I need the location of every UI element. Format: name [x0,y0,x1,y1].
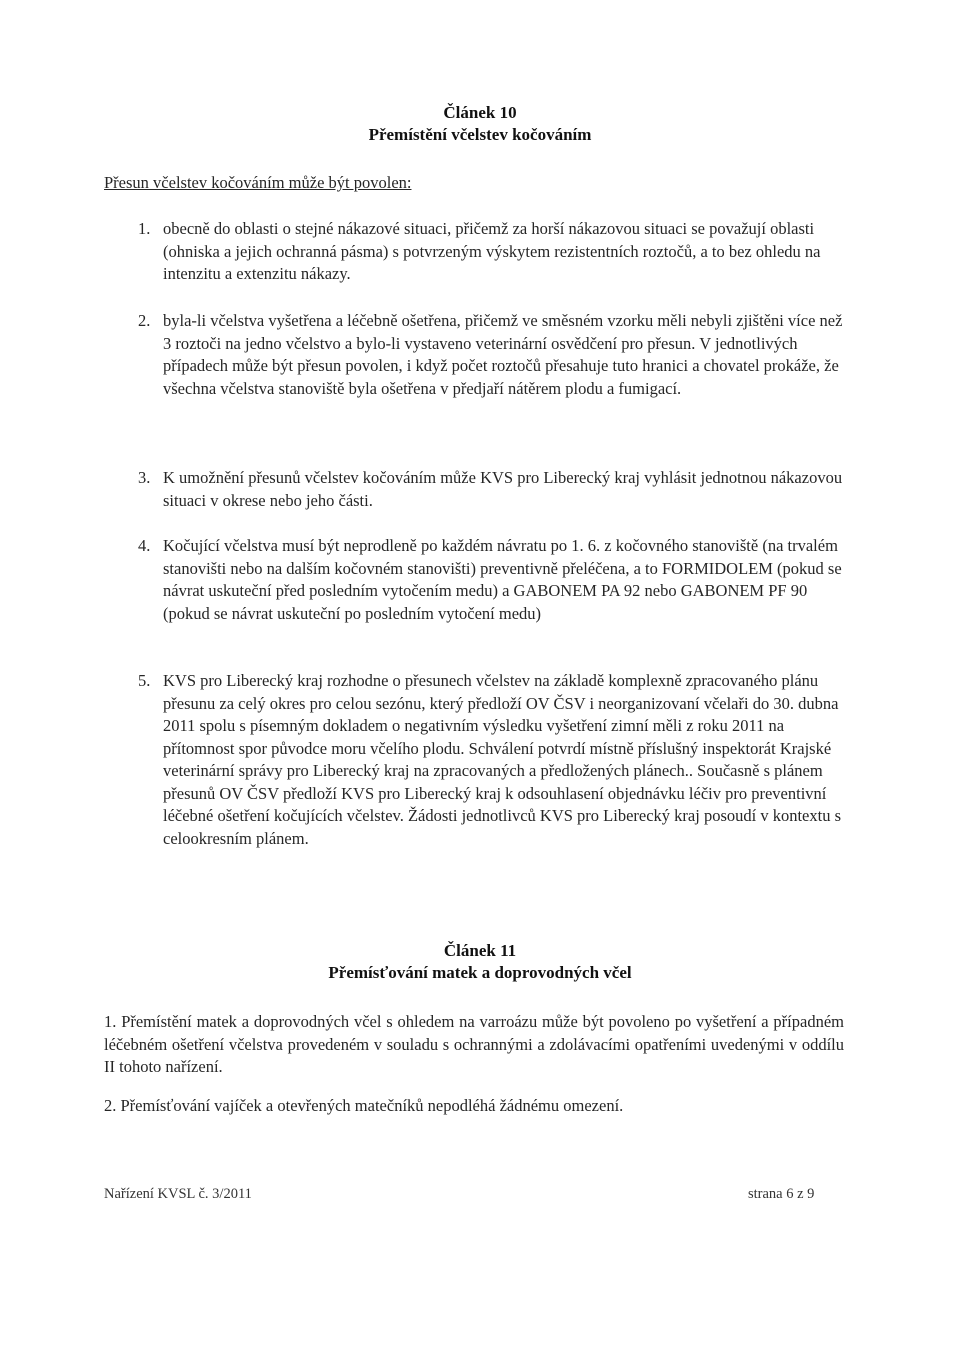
item-2-number: 2. [138,311,151,330]
item-3-text: K umožnění přesunů včelstev kočováním může KVS pro Liberecký kraj vyhlásit jednotnou nákazovou situaci v okrese nebo jeho části. [163,468,843,510]
article-11-title: Přemísťování matek a doprovodných včel [328,963,632,982]
item-4-number: 4. [138,536,151,555]
article-10-intro: Přesun včelstev kočováním může být povolen: [104,173,412,192]
article-10-number: Článek 10 [443,103,517,122]
item-4-text: Kočující včelstva musí být neprodleně po každém návratu po 1. 6. z kočovného stanoviště (na trvalém stanovišti nebo na dalším kočovném stanovišti) preventivně přeléčena, a to FORMIDOLEM (pokud se návrat uskuteční před posledním vytočením medu) a GABONEM PA 92 nebo GABONEM PF 90 (pokud se návrat uskuteční po posledním vytočení medu) [163,536,842,623]
item-1-number: 1. [138,219,151,238]
item-5-number: 5. [138,671,151,690]
item-1-text: obecně do oblasti o stejné nákazové situaci, přičemž za horší nákazovou situaci se považují oblasti (ohniska a jejich ochranná pásma) s potvrzeným výskytem rezistentních roztočů, a to bez ohledu na intenzitu a extenzitu nákazy. [163,219,821,283]
article-11-paragraph-1: 1. Přemístění matek a doprovodných včel s ohledem na varroázu může být povoleno po vyšetření a případném léčebném ošetření včelstva provedeném v souladu s ochrannými a zdolávacími opatřeními uvedenými v oddílu II tohoto nařízení. [104,1012,844,1076]
article-11-number: Článek 11 [443,941,517,960]
footer-page-number: strana 6 z 9 [748,1186,815,1202]
article-10-title: Přemístění včelstev kočováním [368,125,592,144]
item-3-number: 3. [138,468,151,487]
footer-regulation-id: Nařízení KVSL č. 3/2011 [104,1186,252,1202]
item-5-text: KVS pro Liberecký kraj rozhodne o přesunech včelstev na základě komplexně zpracovaného plánu přesunu za celý okres pro celou sezónu, který předloží OV ČSV i neorganizovaní včelaři do 30. dubna 2011 spolu s písemným dokladem o negativním výsledku vyšetření zimní měli z roku 2011 na přítomnost spor původce moru včelího plodu. Schválení potvrdí místně příslušný inspektorát Krajské veterinární správy pro Liberecký kraj na zpracovaných a předložených plánech.. Současně s plánem přesunů OV ČSV předloží KVS pro Liberecký kraj k odsouhlasení objednávku léčiv pro preventivní léčebné ošetření kočujících včelstev. Žádosti jednotlivců KVS pro Liberecký kraj posoudí v kontextu s celookresním plánem. [163,671,841,848]
item-2-text: byla-li včelstva vyšetřena a léčebně ošetřena, přičemž ve směsném vzorku měli nebyli zjištěni více než 3 roztoči na jedno včelstvo a bylo-li vystaveno veterinární osvědčení pro přesun. V jednotlivých případech může být přesun povolen, i když počet roztočů přesahuje tuto hranici a chovatel prokáže, že všechna včelstva stanoviště byla ošetřena v předjaří nátěrem plodu a fumigací. [163,311,843,398]
article-11-paragraph-2: 2. Přemísťování vajíček a otevřených matečníků nepodléhá žádnému omezení. [104,1096,624,1115]
